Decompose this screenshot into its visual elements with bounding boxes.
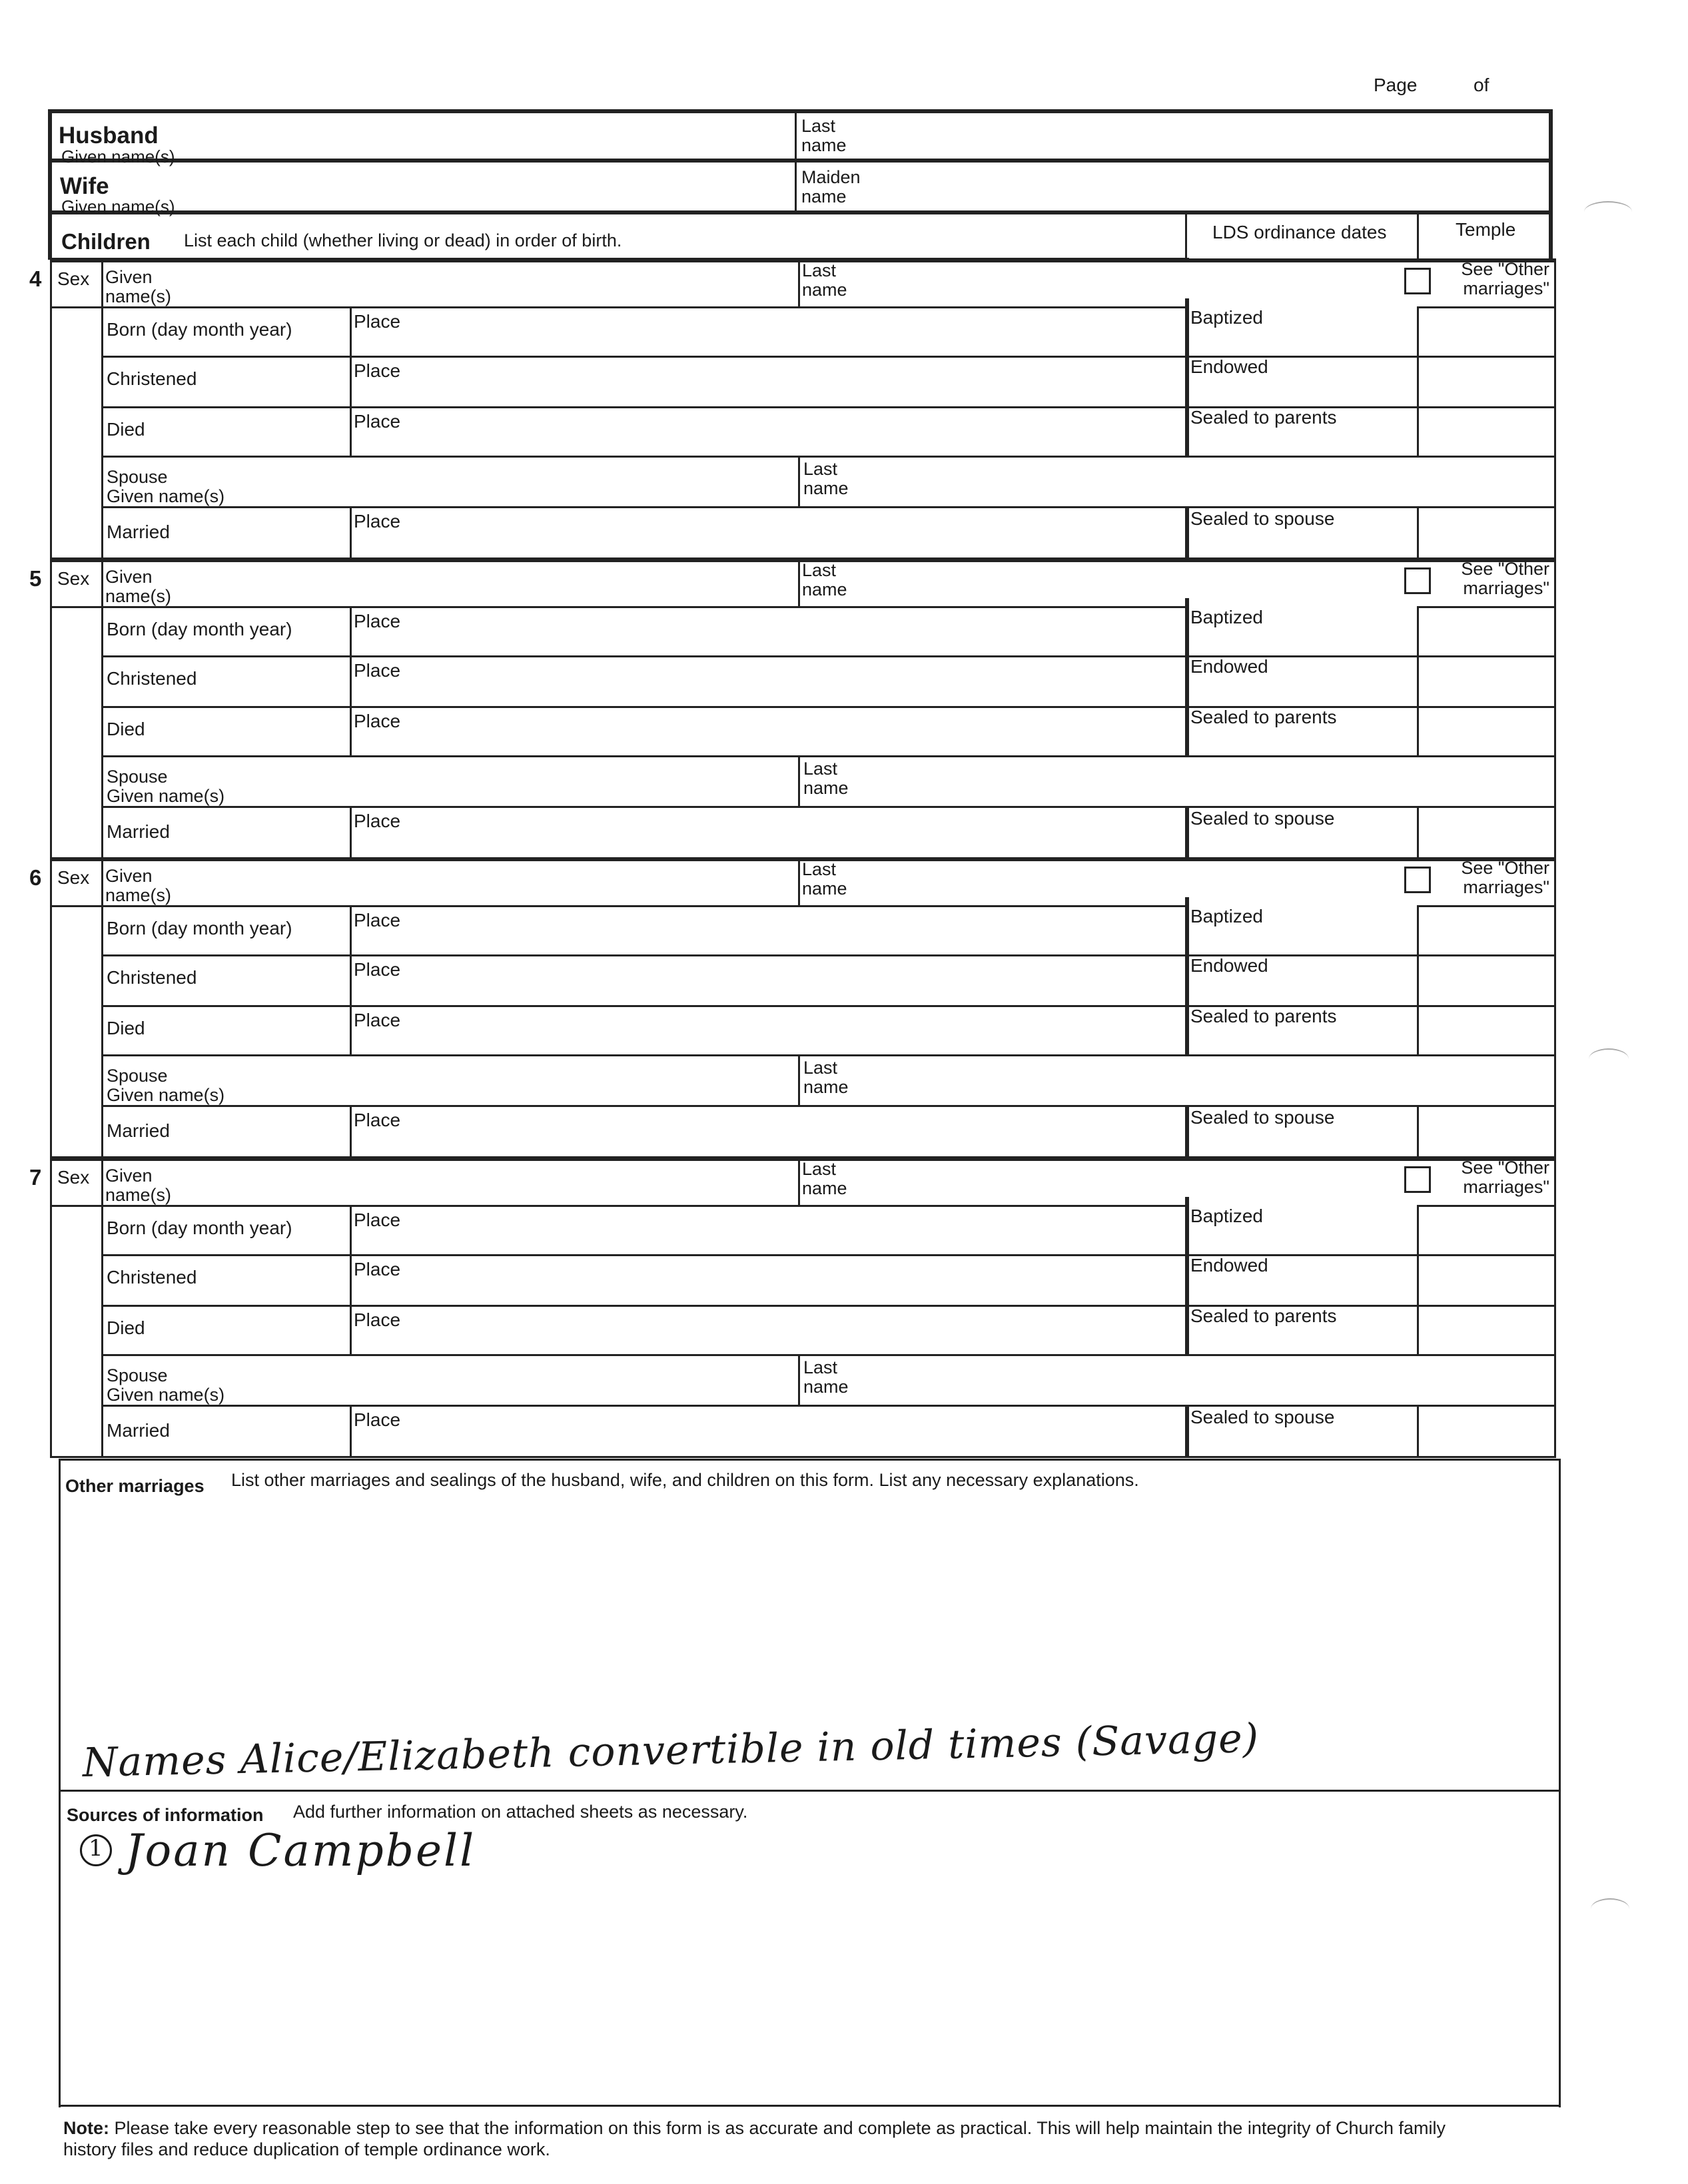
lds-column-border: [1185, 506, 1189, 558]
sealed-spouse-temple-field[interactable]: [1421, 1108, 1551, 1154]
child-last-divider: [798, 258, 800, 306]
spouse-given-field[interactable]: [274, 1357, 791, 1402]
christened-place-field[interactable]: [354, 658, 1181, 702]
sealed-spouse-date-field[interactable]: [1190, 1130, 1412, 1154]
sex-label: Sex: [57, 568, 90, 589]
died-place-field[interactable]: [354, 1008, 1181, 1052]
spouse-last-divider: [798, 755, 800, 806]
christened-place-field[interactable]: [354, 1257, 1181, 1301]
child-right-border: [1554, 258, 1556, 558]
lds-column-border: [1185, 1197, 1189, 1354]
married-date-field[interactable]: [105, 509, 347, 555]
christened-temple-field[interactable]: [1421, 957, 1551, 1001]
sealed_parents-date-field[interactable]: [1190, 1327, 1412, 1351]
place-label: Place: [354, 311, 401, 332]
place-label: Place: [354, 811, 401, 831]
born-temple-field[interactable]: [1421, 1208, 1551, 1252]
place-label: Place: [354, 1309, 401, 1330]
baptized-label: Baptized: [1190, 307, 1263, 328]
husband-title: Husband: [59, 123, 159, 149]
child-last-field[interactable]: [871, 1161, 1392, 1202]
spouse-given-field[interactable]: [274, 758, 791, 803]
died-date-field[interactable]: [105, 1008, 347, 1052]
lds-column-border: [1185, 1105, 1189, 1157]
temple-column-border: [1417, 905, 1419, 1054]
spouse-last-field[interactable]: [878, 758, 1547, 803]
event-row-divider: [101, 655, 1554, 657]
child-inner-border: [101, 857, 103, 1157]
spouse-last-name-label: Last name: [803, 759, 849, 798]
endowed-date-field[interactable]: [1190, 378, 1412, 402]
place-label: Place: [354, 360, 401, 381]
spouse-last-field[interactable]: [878, 458, 1547, 504]
child-number: 7: [29, 1165, 42, 1190]
other-marriages-top: [59, 1459, 1559, 1461]
christened-date-field[interactable]: [105, 1257, 347, 1301]
born-date-field[interactable]: [105, 309, 347, 353]
given-row-bottom: [50, 1205, 1185, 1207]
child-number: 5: [29, 566, 42, 591]
place-label: Place: [354, 910, 401, 930]
children-title: Children: [61, 229, 151, 254]
died-temple-field[interactable]: [1421, 1008, 1551, 1052]
event-row-divider: [101, 356, 1554, 358]
child-last-field[interactable]: [871, 262, 1392, 304]
baptized-date-field[interactable]: [1190, 329, 1412, 353]
spouse-last-divider: [798, 1054, 800, 1105]
other-marriages-checkbox[interactable]: [1404, 1166, 1431, 1193]
born-place-field[interactable]: [354, 908, 1181, 952]
child-inner-border: [101, 258, 103, 558]
died-label: Died: [107, 1018, 145, 1038]
temple-label: Temple: [1456, 219, 1516, 240]
child-left-border: [50, 857, 52, 1157]
child-left-border: [50, 558, 52, 858]
spouse-row-top: [101, 755, 1554, 757]
husband-last-field[interactable]: [879, 113, 1539, 156]
sex-label: Sex: [57, 1167, 90, 1188]
husband-given-label: Given name(s): [61, 147, 175, 167]
died-label: Died: [107, 419, 145, 440]
died-place-field[interactable]: [354, 709, 1181, 753]
sealed-to-spouse-label: Sealed to spouse: [1190, 1407, 1335, 1427]
place-label: Place: [354, 1010, 401, 1030]
temple-column-border: [1417, 1105, 1419, 1157]
husband-last-label: Last name: [801, 116, 847, 155]
given-name-label: Given name(s): [105, 567, 172, 606]
sex-label: Sex: [57, 268, 90, 289]
sex-label: Sex: [57, 867, 90, 888]
died-place-field[interactable]: [354, 409, 1181, 453]
died-label: Died: [107, 1317, 145, 1338]
given-row-bottom-temple: [1417, 306, 1554, 308]
child-number: 6: [29, 865, 42, 890]
other-marriages-handwriting: Names Alice/Elizabeth convertible in old times (Savage): [82, 1715, 1260, 1786]
spouse-row-top: [101, 1054, 1554, 1056]
wife-title: Wife: [60, 173, 109, 199]
other-marriages-title: Other marriages: [65, 1476, 205, 1496]
place-label: Place: [354, 1259, 401, 1279]
died-date-field[interactable]: [105, 709, 347, 753]
child-right-border: [1554, 857, 1556, 1157]
wife-maiden-label: Maiden name: [801, 167, 861, 206]
married-label: Married: [107, 1420, 170, 1441]
married-row-top: [101, 1405, 1554, 1407]
christened-temple-field[interactable]: [1421, 1257, 1551, 1301]
last-name-label: Last name: [802, 1159, 847, 1198]
sealed-to-spouse-label: Sealed to spouse: [1190, 808, 1335, 829]
child-last-field[interactable]: [871, 861, 1392, 903]
last-name-label: Last name: [802, 859, 847, 899]
christened-label: Christened: [107, 668, 197, 689]
baptized-date-field[interactable]: [1190, 629, 1412, 653]
married-label: Married: [107, 1120, 170, 1141]
event-row-divider: [101, 1254, 1554, 1256]
endowed-date-field[interactable]: [1190, 678, 1412, 702]
note-text-2: history files and reduce duplication of temple ordinance work.: [63, 2139, 550, 2159]
see-other-marriages-label: See "Other marriages": [1461, 559, 1549, 598]
temple-column-border: [1417, 1405, 1419, 1457]
married-date-field[interactable]: [105, 1108, 347, 1154]
married-place-field[interactable]: [354, 809, 1181, 855]
spouse-row-top: [101, 456, 1554, 458]
spouse-last-divider: [798, 1354, 800, 1405]
place-divider: [350, 306, 352, 456]
married-row-top: [101, 806, 1554, 808]
endowed-label: Endowed: [1190, 656, 1268, 677]
place-label: Place: [354, 711, 401, 731]
died-place-field[interactable]: [354, 1307, 1181, 1351]
sealed-to-parents-label: Sealed to parents: [1190, 1006, 1337, 1026]
temple-column-border: [1417, 506, 1419, 558]
sealed-spouse-temple-field[interactable]: [1421, 1407, 1551, 1454]
other-marriages-instruction: List other marriages and sealings of the husband, wife, and children on this form. List any necessary explanations.: [231, 1470, 1139, 1490]
married-row-top: [101, 1105, 1554, 1107]
sex-field[interactable]: [54, 1190, 99, 1204]
temple-column-border: [1417, 806, 1419, 858]
child-given-field[interactable]: [208, 262, 791, 304]
sealed-to-parents-label: Sealed to parents: [1190, 1305, 1337, 1326]
of-label: of: [1474, 75, 1489, 95]
baptized-label: Baptized: [1190, 607, 1263, 627]
last-name-label: Last name: [802, 560, 847, 599]
wife-given-field[interactable]: [253, 164, 786, 206]
died-temple-field[interactable]: [1421, 1307, 1551, 1351]
place-divider: [350, 606, 352, 755]
sources-title: Sources of information: [67, 1805, 264, 1825]
sealed-spouse-date-field[interactable]: [1190, 532, 1412, 555]
married-date-field[interactable]: [105, 809, 347, 855]
sex-field[interactable]: [54, 591, 99, 605]
child-given-field[interactable]: [208, 1161, 791, 1202]
spouse-given-label: Spouse Given name(s): [107, 467, 225, 506]
christened-place-field[interactable]: [354, 358, 1181, 402]
place-divider: [350, 506, 352, 558]
other-marriages-checkbox[interactable]: [1404, 867, 1431, 893]
lds-header-left: [1185, 210, 1187, 260]
died-date-field[interactable]: [105, 409, 347, 453]
lds-column-border: [1185, 897, 1189, 1054]
baptized-date-field[interactable]: [1190, 928, 1412, 952]
temple-column-border: [1417, 606, 1419, 755]
note-text-1: Please take every reasonable step to see that the information on this form is as accurate and complete as practical. This will help maintain the integrity of Church family: [114, 2118, 1446, 2138]
child-right-border: [1554, 1157, 1556, 1457]
place-divider: [350, 1105, 352, 1157]
source-marker-number: 1: [89, 1835, 103, 1862]
sex-field[interactable]: [54, 292, 99, 305]
binder-hole-mark: [1589, 1048, 1629, 1070]
place-label: Place: [354, 611, 401, 631]
husband-given-field[interactable]: [253, 113, 786, 156]
died-date-field[interactable]: [105, 1307, 347, 1351]
sealed-spouse-temple-field[interactable]: [1421, 809, 1551, 855]
spouse-given-field[interactable]: [274, 1057, 791, 1102]
binder-hole-mark: [1584, 201, 1632, 222]
child-bottom-border: [50, 1456, 1556, 1458]
temple-column-border: [1417, 306, 1419, 456]
wife-children-divider: [48, 210, 1552, 214]
binder-hole-mark: [1591, 1898, 1629, 1920]
spouse-last-name-label: Last name: [803, 459, 849, 498]
child-last-field[interactable]: [871, 562, 1392, 603]
spouse-row-top: [101, 1354, 1554, 1356]
bottom-section-right: [1559, 1459, 1561, 2107]
temple-header-left: [1417, 210, 1419, 260]
sources-instruction: Add further information on attached sheets as necessary.: [293, 1802, 748, 1822]
christened-label: Christened: [107, 368, 197, 389]
born-place-field[interactable]: [354, 609, 1181, 653]
spouse-last-field[interactable]: [878, 1357, 1547, 1402]
born-label: Born (day month year): [107, 619, 292, 639]
lds-column-border: [1185, 1405, 1189, 1457]
spouse-last-name-label: Last name: [803, 1058, 849, 1097]
given-row-bottom-temple: [1417, 905, 1554, 907]
sealed-spouse-temple-field[interactable]: [1421, 509, 1551, 555]
place-label: Place: [354, 1210, 401, 1230]
spouse-given-label: Spouse Given name(s): [107, 1066, 225, 1105]
christened-date-field[interactable]: [105, 658, 347, 702]
see-other-marriages-label: See "Other marriages": [1461, 858, 1549, 897]
born-label: Born (day month year): [107, 319, 292, 340]
child-number: 4: [29, 266, 42, 291]
spouse-last-divider: [798, 456, 800, 506]
born-place-field[interactable]: [354, 1208, 1181, 1252]
christened-temple-field[interactable]: [1421, 358, 1551, 402]
child-right-border: [1554, 558, 1556, 858]
born-temple-field[interactable]: [1421, 908, 1551, 952]
child-left-border: [50, 1157, 52, 1457]
born-temple-field[interactable]: [1421, 609, 1551, 653]
born-label: Born (day month year): [107, 1218, 292, 1238]
child-given-field[interactable]: [208, 562, 791, 603]
see-other-marriages-label: See "Other marriages": [1461, 1158, 1549, 1197]
sources-handwriting: Joan Campbell: [125, 1825, 476, 1876]
born-date-field[interactable]: [105, 609, 347, 653]
sealed-spouse-date-field[interactable]: [1190, 1430, 1412, 1454]
temple-column-border: [1417, 1205, 1419, 1354]
right-border: [1549, 109, 1553, 260]
born-date-field[interactable]: [105, 1208, 347, 1252]
children-instruction: List each child (whether living or dead) in order of birth.: [184, 230, 622, 250]
event-row-divider: [101, 954, 1554, 956]
children-header-left: [50, 210, 52, 260]
married-date-field[interactable]: [105, 1407, 347, 1454]
married-place-field[interactable]: [354, 1407, 1181, 1454]
endowed-date-field[interactable]: [1190, 977, 1412, 1001]
child-inner-border: [101, 558, 103, 858]
other-marriages-checkbox[interactable]: [1404, 567, 1431, 594]
lds-column-border: [1185, 298, 1189, 456]
baptized-label: Baptized: [1190, 1206, 1263, 1226]
sealed-to-parents-label: Sealed to parents: [1190, 407, 1337, 428]
married-label: Married: [107, 821, 170, 842]
place-divider: [350, 806, 352, 858]
endowed-date-field[interactable]: [1190, 1277, 1412, 1301]
sex-field[interactable]: [54, 891, 99, 904]
place-label: Place: [354, 959, 401, 980]
sealed_parents-date-field[interactable]: [1190, 1028, 1412, 1052]
died-label: Died: [107, 719, 145, 739]
given-row-bottom-temple: [1417, 1205, 1554, 1207]
sealed-to-parents-label: Sealed to parents: [1190, 707, 1337, 727]
child-left-border: [50, 258, 52, 558]
husband-wife-divider: [48, 159, 1552, 163]
note-title: Note:: [63, 2118, 109, 2138]
married-label: Married: [107, 522, 170, 542]
other-marriages-checkbox[interactable]: [1404, 268, 1431, 294]
spouse-last-name-label: Last name: [803, 1357, 849, 1397]
wife-maiden-field[interactable]: [879, 164, 1539, 206]
child-last-divider: [798, 558, 800, 606]
note-line1: [63, 2118, 1446, 2138]
sealed_parents-date-field[interactable]: [1190, 729, 1412, 753]
child-last-divider: [798, 1157, 800, 1205]
place-divider: [350, 1405, 352, 1457]
given-row-bottom: [50, 606, 1185, 608]
lds-column-border: [1185, 806, 1189, 858]
place-label: Place: [354, 660, 401, 681]
christened-date-field[interactable]: [105, 358, 347, 402]
died-temple-field[interactable]: [1421, 709, 1551, 753]
christened-temple-field[interactable]: [1421, 658, 1551, 702]
sources-top: [59, 1790, 1559, 1792]
spouse-given-label: Spouse Given name(s): [107, 1365, 225, 1405]
place-label: Place: [354, 1409, 401, 1430]
given-name-label: Given name(s): [105, 1166, 172, 1205]
spouse-given-field[interactable]: [274, 458, 791, 504]
child-given-field[interactable]: [208, 861, 791, 903]
christened-date-field[interactable]: [105, 957, 347, 1001]
last-name-label: Last name: [802, 260, 847, 300]
spouse-last-field[interactable]: [878, 1057, 1547, 1102]
born-place-field[interactable]: [354, 309, 1181, 353]
baptized-date-field[interactable]: [1190, 1228, 1412, 1252]
place-divider: [350, 905, 352, 1054]
child-inner-border: [101, 1157, 103, 1457]
given-name-label: Given name(s): [105, 267, 172, 306]
sources-bottom: [59, 2105, 1561, 2107]
given-name-label: Given name(s): [105, 866, 172, 905]
given-row-bottom: [50, 306, 1185, 308]
christened-label: Christened: [107, 1267, 197, 1287]
page-label: Page: [1374, 75, 1418, 95]
married-row-top: [101, 506, 1554, 508]
endowed-label: Endowed: [1190, 356, 1268, 377]
wife-given-label: Given name(s): [61, 196, 175, 216]
sealed-to-spouse-label: Sealed to spouse: [1190, 508, 1335, 529]
place-label: Place: [354, 411, 401, 432]
married-place-field[interactable]: [354, 509, 1181, 555]
sealed-spouse-date-field[interactable]: [1190, 831, 1412, 855]
sealed_parents-date-field[interactable]: [1190, 429, 1412, 453]
place-label: Place: [354, 1110, 401, 1130]
born-date-field[interactable]: [105, 908, 347, 952]
see-other-marriages-label: See "Other marriages": [1461, 259, 1549, 298]
given-row-bottom-temple: [1417, 606, 1554, 608]
lds-ordinance-dates-label: LDS ordinance dates: [1212, 222, 1387, 242]
married-place-field[interactable]: [354, 1108, 1181, 1154]
endowed-label: Endowed: [1190, 1255, 1268, 1275]
place-label: Place: [354, 511, 401, 532]
lds-column-border: [1185, 598, 1189, 755]
born-temple-field[interactable]: [1421, 309, 1551, 353]
sealed-to-spouse-label: Sealed to spouse: [1190, 1107, 1335, 1128]
christened-label: Christened: [107, 967, 197, 988]
given-row-bottom: [50, 905, 1185, 907]
died-temple-field[interactable]: [1421, 409, 1551, 453]
christened-place-field[interactable]: [354, 957, 1181, 1001]
born-label: Born (day month year): [107, 918, 292, 938]
husband-last-divider: [795, 109, 797, 210]
spouse-given-label: Spouse Given name(s): [107, 767, 225, 806]
baptized-label: Baptized: [1190, 906, 1263, 926]
bottom-section-left: [59, 1459, 61, 2107]
endowed-label: Endowed: [1190, 955, 1268, 976]
child-last-divider: [798, 857, 800, 905]
place-divider: [350, 1205, 352, 1354]
